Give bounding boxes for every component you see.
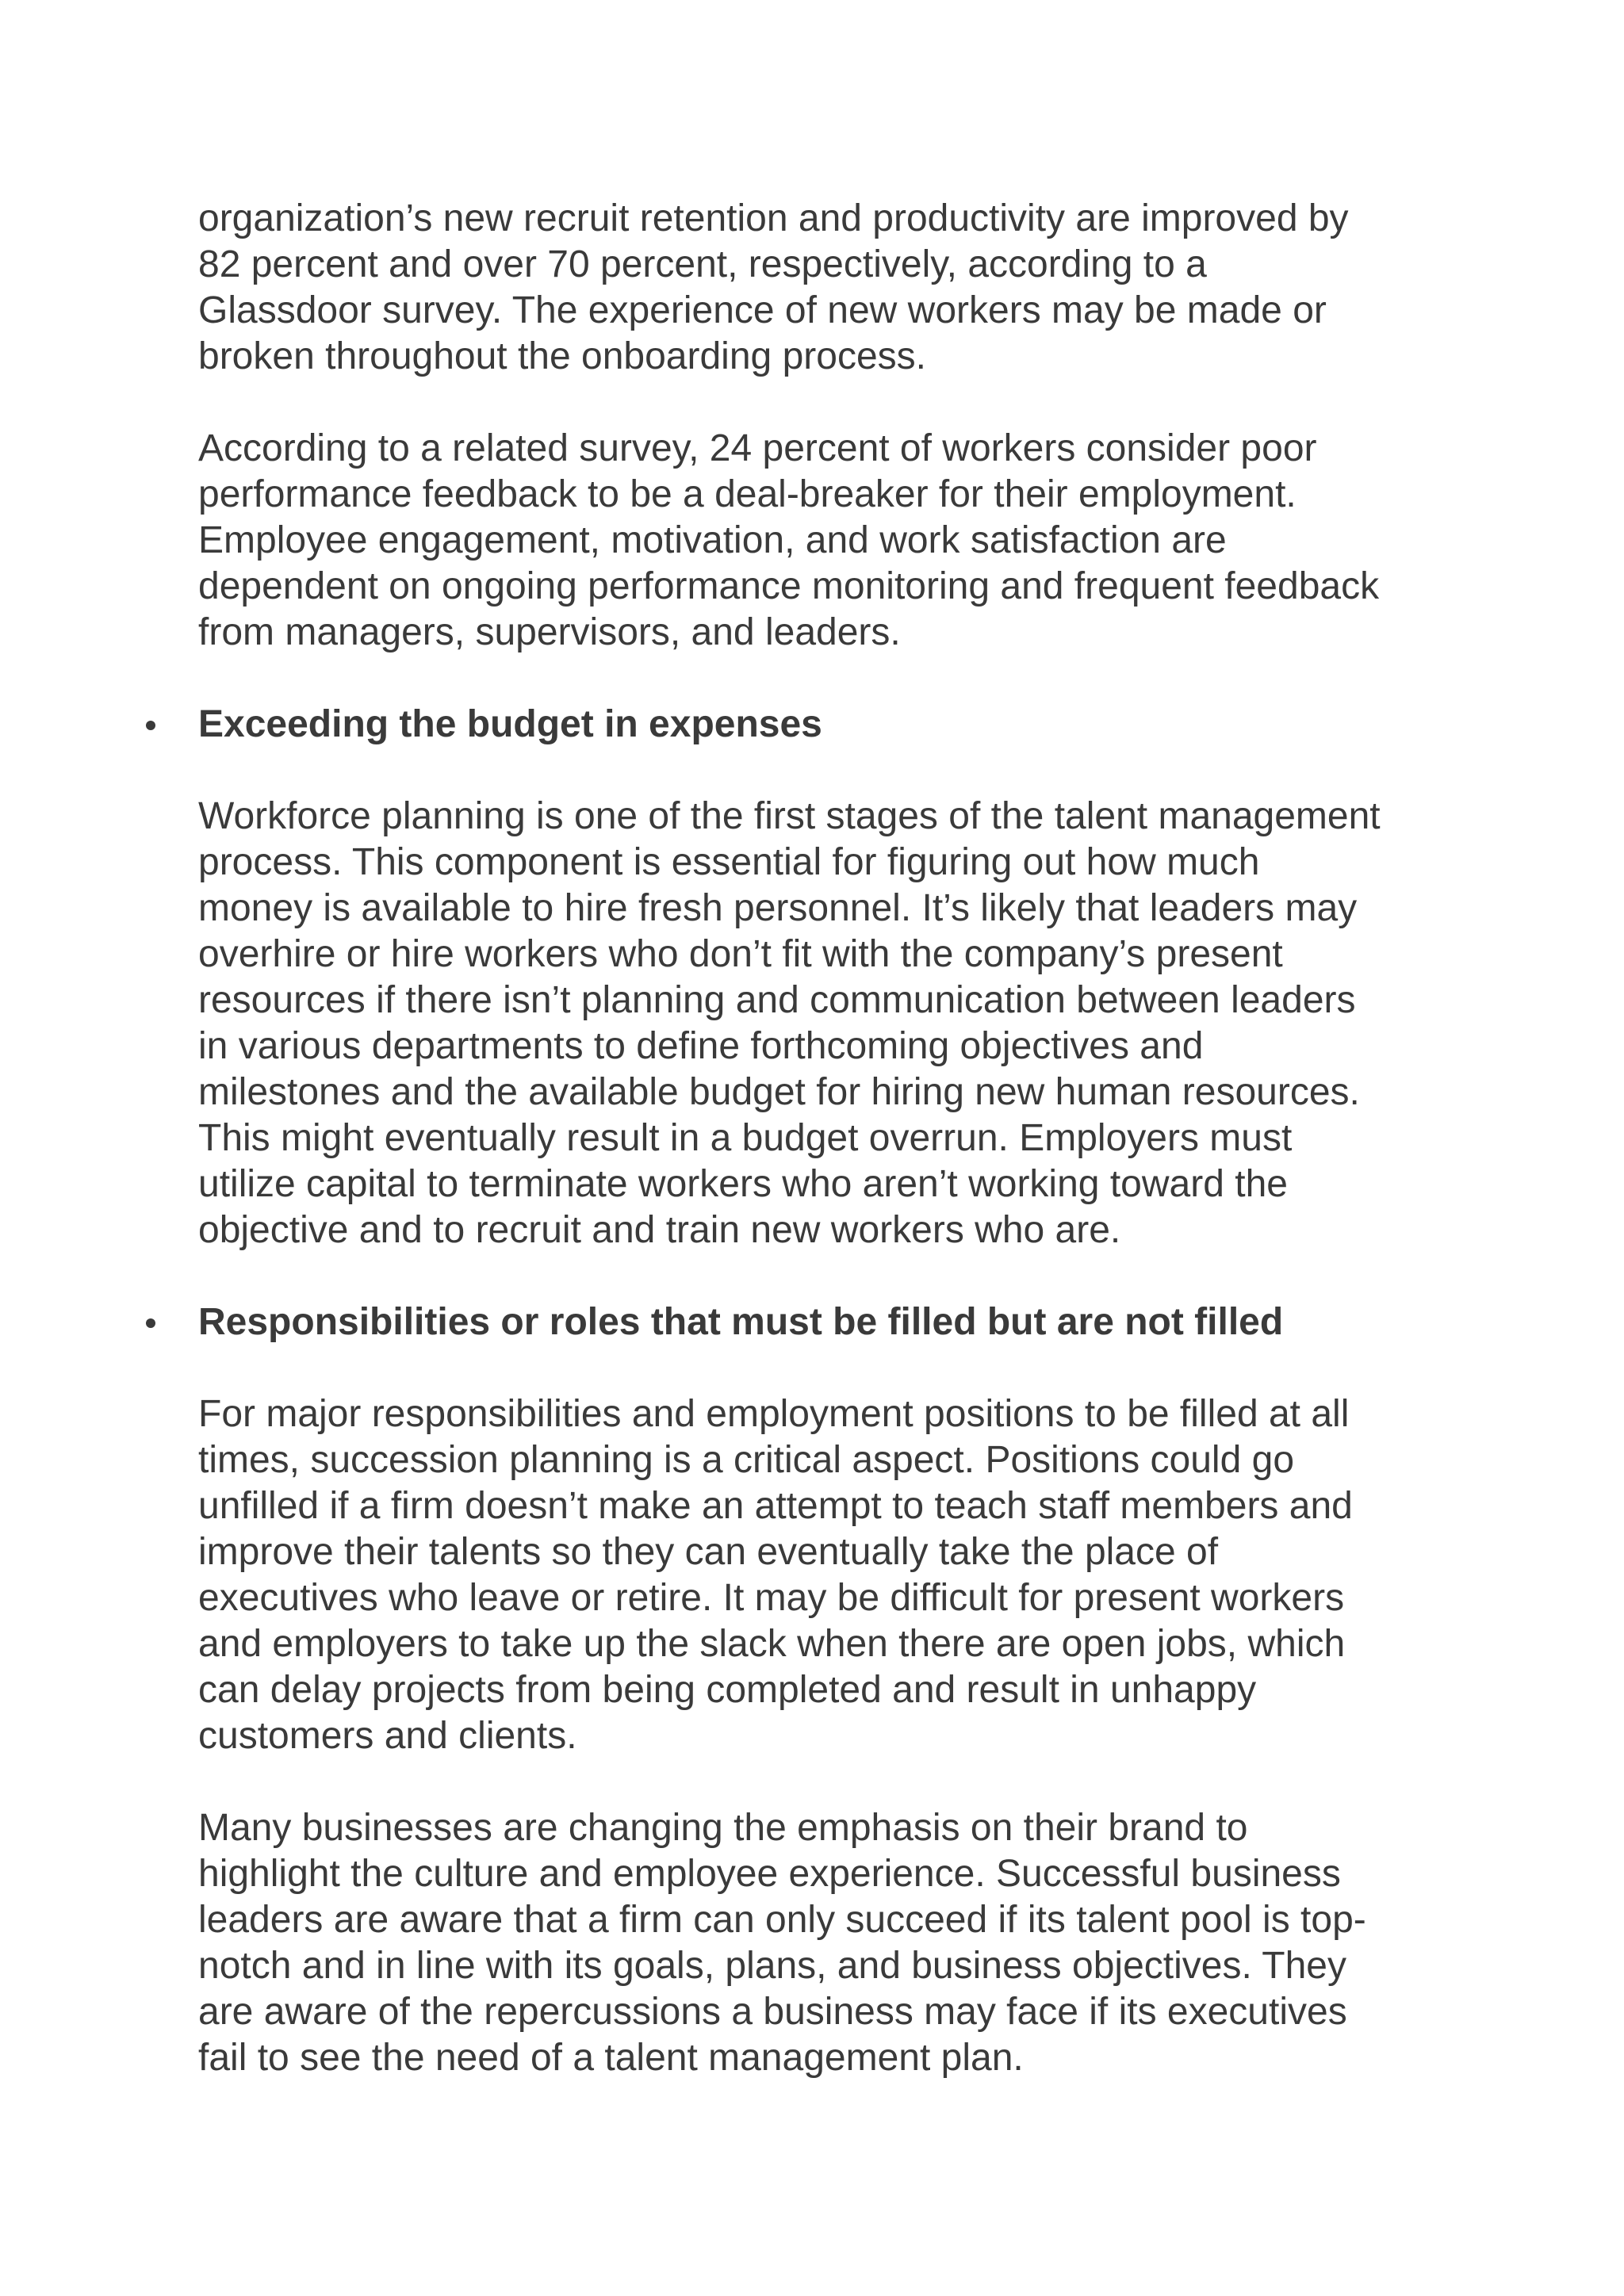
block-spacer — [198, 380, 1451, 426]
paragraph-line: 82 percent and over 70 percent, respectively, according to a — [198, 243, 1207, 285]
paragraph-line: dependent on ongoing performance monitoring and frequent feedback — [198, 565, 1380, 607]
paragraph-line: are aware of the repercussions a business may face if its executives — [198, 1991, 1347, 2033]
paragraph-line: overhire or hire workers who don’t fit with the company’s present — [198, 933, 1283, 975]
paragraph — [198, 1805, 1451, 2081]
paragraph-line: broken throughout the onboarding process. — [198, 335, 926, 377]
paragraph-line: process. This component is essential for figuring out how much — [198, 841, 1260, 883]
block-spacer — [198, 656, 1451, 702]
bullet-heading — [198, 1299, 1451, 1345]
paragraph-line: unfilled if a firm doesn’t make an attempt to teach staff members and — [198, 1485, 1353, 1527]
paragraph-line: from managers, supervisors, and leaders. — [198, 611, 901, 653]
paragraph-line: resources if there isn’t planning and communication between leaders — [198, 979, 1356, 1021]
paragraph-line: This might eventually result in a budget overrun. Employers must — [198, 1117, 1293, 1159]
bullet-heading-text: Responsibilities or roles that must be filled but are not filled — [198, 1301, 1284, 1343]
block-spacer — [198, 1345, 1451, 1391]
paragraph-line: and employers to take up the slack when there are open jobs, which — [198, 1623, 1346, 1665]
paragraph-line: Employee engagement, motivation, and work satisfaction are — [198, 519, 1227, 561]
paragraph-line: times, succession planning is a critical aspect. Positions could go — [198, 1439, 1295, 1481]
bullet-icon — [146, 721, 155, 730]
paragraph-line: Workforce planning is one of the first stages of the talent management — [198, 795, 1381, 837]
bullet-heading — [198, 702, 1451, 748]
paragraph-line: leaders are aware that a firm can only succeed if its talent pool is top- — [198, 1899, 1366, 1941]
paragraph-line: objective and to recruit and train new workers who are. — [198, 1209, 1121, 1251]
paragraph — [198, 426, 1451, 656]
paragraph-line: performance feedback to be a deal-breaker for their employment. — [198, 473, 1297, 515]
paragraph-line: organization’s new recruit retention and productivity are improved by — [198, 197, 1349, 239]
paragraph-line: can delay projects from being completed and result in unhappy — [198, 1669, 1257, 1711]
paragraph-line: Glassdoor survey. The experience of new workers may be made or — [198, 289, 1327, 331]
paragraph-line: in various departments to define forthcoming objectives and — [198, 1025, 1204, 1067]
paragraph-line: executives who leave or retire. It may be difficult for present workers — [198, 1577, 1345, 1619]
paragraph-line: highlight the culture and employee experience. Successful business — [198, 1853, 1341, 1895]
block-spacer — [198, 1253, 1451, 1299]
paragraph — [198, 196, 1451, 380]
block-spacer — [198, 1759, 1451, 1805]
paragraph-line: money is available to hire fresh personnel. It’s likely that leaders may — [198, 887, 1358, 929]
paragraph-line: notch and in line with its goals, plans, and business objectives. They — [198, 1945, 1346, 1987]
paragraph-line: improve their talents so they can eventually take the place of — [198, 1531, 1219, 1573]
block-spacer — [198, 748, 1451, 794]
document-body — [198, 196, 1451, 2081]
bullet-heading-text: Exceeding the budget in expenses — [198, 703, 822, 745]
paragraph — [198, 794, 1451, 1253]
paragraph — [198, 1391, 1451, 1759]
paragraph-line: milestones and the available budget for hiring new human resources. — [198, 1071, 1360, 1113]
paragraph-line: Many businesses are changing the emphasis on their brand to — [198, 1807, 1248, 1849]
paragraph-line: According to a related survey, 24 percent of workers consider poor — [198, 427, 1317, 469]
paragraph-line: customers and clients. — [198, 1715, 577, 1757]
bullet-icon — [146, 1318, 155, 1328]
paragraph-line: utilize capital to terminate workers who aren’t working toward the — [198, 1163, 1288, 1205]
paragraph-line: For major responsibilities and employment positions to be filled at all — [198, 1393, 1350, 1435]
paragraph-line: fail to see the need of a talent management plan. — [198, 2037, 1024, 2079]
